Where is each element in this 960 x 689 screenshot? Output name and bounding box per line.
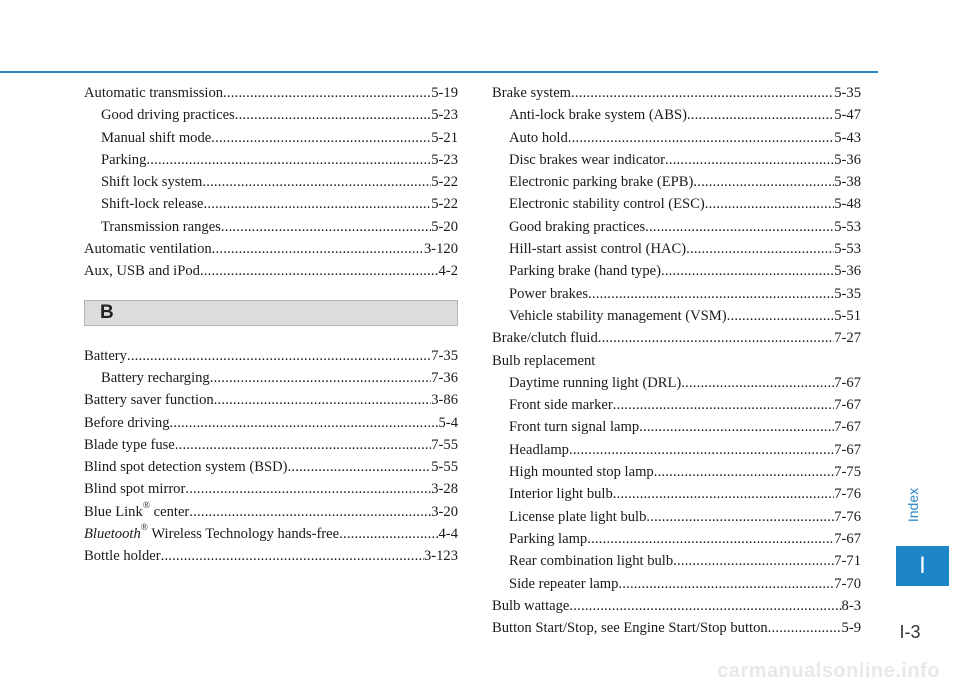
index-entry — [492, 483, 861, 505]
index-entry — [84, 171, 458, 193]
entry-page: 7-55 — [431, 436, 458, 453]
leader-dots — [221, 216, 431, 238]
leader-dots — [618, 573, 834, 595]
leader-dots — [665, 149, 834, 171]
side-section-label: Index — [905, 487, 921, 523]
index-column-left — [84, 82, 458, 568]
index-entry — [492, 260, 861, 282]
leader-dots — [588, 283, 834, 305]
entry-term: High mounted stop lamp — [509, 464, 654, 481]
entry-page: 7-75 — [834, 464, 861, 481]
entry-term: Bulb replacement — [492, 352, 596, 369]
leader-dots — [727, 305, 835, 327]
entry-term: Parking lamp — [509, 530, 588, 547]
entry-term: Before driving — [84, 414, 170, 431]
entry-page: 3-86 — [431, 392, 458, 409]
entry-term: Front turn signal lamp — [509, 419, 640, 436]
index-entry — [84, 260, 458, 282]
index-entry — [492, 595, 861, 617]
index-entry — [84, 216, 458, 238]
entry-term: Shift-lock release — [101, 196, 204, 213]
leader-dots — [339, 523, 438, 545]
section-letter: B — [100, 301, 114, 323]
entry-term: Electronic parking brake (EPB) — [509, 174, 694, 191]
index-entry — [492, 506, 861, 528]
index-entry-bluetooth — [84, 523, 458, 545]
entry-page: 5-23 — [431, 107, 458, 124]
index-entry — [84, 345, 458, 367]
leader-dots — [587, 528, 834, 550]
entry-term: Front side marker — [509, 397, 613, 414]
leader-dots — [202, 171, 431, 193]
entry-page: 7-67 — [834, 397, 861, 414]
entry-term: Auto hold — [509, 129, 568, 146]
leader-dots — [211, 127, 431, 149]
entry-page: 4-2 — [438, 263, 458, 280]
index-group-a — [84, 82, 458, 283]
leader-dots — [686, 238, 834, 260]
index-entry — [84, 412, 458, 434]
entry-term: Transmission ranges — [101, 218, 221, 235]
entry-term: Blue Link — [84, 503, 143, 520]
entry-page: 5-36 — [834, 151, 861, 168]
leader-dots — [288, 456, 432, 478]
entry-page: 5-4 — [438, 414, 458, 431]
index-entry — [492, 127, 861, 149]
entry-term: Hill-start assist control (HAC) — [509, 241, 687, 258]
entry-term: Manual shift mode — [101, 129, 212, 146]
entry-page: 5-43 — [834, 129, 861, 146]
entry-page: 5-22 — [431, 174, 458, 191]
side-tab — [896, 546, 949, 586]
index-entry — [492, 550, 861, 572]
leader-dots — [146, 149, 431, 171]
index-entry — [492, 216, 861, 238]
entry-page: 5-53 — [834, 241, 861, 258]
header-rule — [0, 71, 878, 73]
entry-term: Bottle holder — [84, 548, 161, 565]
entry-term: Automatic ventilation — [84, 241, 212, 258]
entry-page: 3-20 — [431, 503, 458, 520]
leader-dots — [673, 550, 834, 572]
leader-dots — [569, 595, 841, 617]
entry-term: Bluetooth — [84, 526, 141, 543]
leader-dots — [568, 127, 834, 149]
leader-dots — [661, 260, 834, 282]
entry-page: 5-38 — [834, 174, 861, 191]
entry-page: 5-35 — [834, 85, 861, 101]
entry-term: Blind spot mirror — [84, 481, 186, 498]
entry-term: Aux, USB and iPod — [84, 263, 200, 280]
index-entry — [492, 394, 861, 416]
entry-page: 7-36 — [431, 369, 458, 386]
entry-page: 8-3 — [841, 597, 861, 614]
index-entry — [84, 82, 458, 104]
entry-term: Anti-lock brake system (ABS) — [509, 107, 687, 124]
index-entry — [84, 127, 458, 149]
index-entry — [84, 367, 458, 389]
index-entry — [492, 238, 861, 260]
index-entry — [492, 617, 861, 639]
index-entry — [492, 193, 861, 215]
entry-term: Interior light bulb — [509, 486, 613, 503]
leader-dots — [170, 412, 439, 434]
leader-dots — [175, 434, 431, 456]
leader-dots — [613, 394, 834, 416]
index-entry — [492, 82, 861, 104]
entry-page: 7-67 — [834, 530, 861, 547]
leader-dots — [646, 506, 834, 528]
leader-dots — [210, 367, 432, 389]
leader-dots — [127, 345, 431, 367]
entry-page: 7-71 — [834, 553, 861, 570]
entry-page: 5-9 — [841, 620, 861, 637]
leader-dots — [639, 416, 834, 438]
leader-dots — [161, 545, 424, 567]
leader-dots — [214, 389, 432, 411]
index-entry — [492, 283, 861, 305]
index-entry — [492, 327, 861, 349]
leader-dots — [693, 171, 834, 193]
entry-page: 5-36 — [834, 263, 861, 280]
entry-term: Rear combination light bulb — [509, 553, 674, 570]
entry-term: Parking — [101, 151, 147, 168]
entry-term: Power brakes — [509, 285, 589, 302]
index-entry — [84, 434, 458, 456]
entry-term: License plate light bulb — [509, 508, 647, 525]
leader-dots — [204, 193, 432, 215]
entry-term: Good driving practices — [101, 107, 235, 124]
index-entry — [84, 149, 458, 171]
leader-dots — [613, 483, 834, 505]
index-group-brakes — [492, 82, 861, 350]
entry-page: 3-120 — [423, 241, 458, 258]
index-entry — [492, 573, 861, 595]
index-entry — [492, 305, 861, 327]
entry-term: Blind spot detection system (BSD) — [84, 459, 288, 476]
index-entry — [492, 372, 861, 394]
entry-page: 5-53 — [834, 218, 861, 235]
index-entry — [492, 528, 861, 550]
leader-dots — [598, 327, 834, 349]
entry-term: Battery saver function — [84, 392, 214, 409]
index-entry-bulb-replacement — [492, 350, 861, 372]
page-number: I-3 — [899, 622, 921, 642]
index-entry — [492, 104, 861, 126]
entry-term: Good braking practices — [509, 218, 646, 235]
entry-term-rest: Wireless Technology hands-free — [147, 526, 340, 543]
entry-term: Disc brakes wear indicator — [509, 151, 666, 168]
leader-dots — [189, 501, 431, 523]
entry-term: Headlamp — [509, 441, 569, 458]
index-group-bulbs — [492, 372, 861, 640]
entry-page: 7-76 — [834, 508, 861, 525]
leader-dots — [571, 82, 834, 104]
index-group-b — [84, 345, 458, 501]
index-entry-blue-link — [84, 501, 458, 523]
entry-term: Parking brake (hand type) — [509, 263, 661, 280]
entry-term: Automatic transmission — [84, 85, 224, 101]
entry-page: 7-27 — [834, 330, 861, 347]
entry-term: Brake/clutch fluid — [492, 330, 598, 347]
entry-page: 5-22 — [431, 196, 458, 213]
index-entry — [84, 478, 458, 500]
entry-page: 7-67 — [834, 374, 861, 391]
entry-page: 7-76 — [834, 486, 861, 503]
index-entry — [84, 193, 458, 215]
leader-dots — [235, 104, 431, 126]
entry-page: 5-47 — [834, 107, 861, 124]
section-header-b — [84, 300, 458, 326]
index-entry — [84, 238, 458, 260]
index-entry-bottle-holder — [84, 545, 458, 567]
index-entry — [492, 461, 861, 483]
entry-term: Button Start/Stop, see Engine Start/Stop button — [492, 620, 768, 637]
index-entry — [84, 389, 458, 411]
entry-term: Daytime running light (DRL) — [509, 374, 682, 391]
index-entry — [492, 439, 861, 461]
entry-term: Vehicle stability management (VSM) — [509, 307, 727, 324]
entry-term: Bulb wattage — [492, 597, 570, 614]
leader-dots — [569, 439, 834, 461]
entry-page: 7-35 — [431, 347, 458, 364]
entry-page: 5-19 — [431, 85, 458, 101]
entry-page: 7-67 — [834, 441, 861, 458]
index-column-right — [492, 82, 861, 639]
entry-page: 7-70 — [834, 575, 861, 592]
entry-term-rest: center — [150, 503, 190, 520]
entry-term: Electronic stability control (ESC) — [509, 196, 705, 213]
leader-dots — [768, 617, 842, 639]
entry-page: 5-51 — [834, 307, 861, 324]
entry-page: 5-55 — [431, 459, 458, 476]
leader-dots — [223, 82, 431, 104]
index-entry — [84, 104, 458, 126]
entry-page: 5-23 — [431, 151, 458, 168]
entry-page: 5-20 — [431, 218, 458, 235]
entry-term: Battery recharging — [101, 369, 210, 386]
index-entry — [84, 456, 458, 478]
entry-page: 5-48 — [834, 196, 861, 213]
leader-dots — [654, 461, 835, 483]
entry-page: 4-4 — [438, 526, 458, 543]
entry-term: Shift lock system — [101, 174, 203, 191]
entry-term: Brake system — [492, 85, 572, 101]
index-entry — [492, 149, 861, 171]
leader-dots — [200, 260, 439, 282]
registered-mark: ® — [140, 523, 148, 534]
leader-dots — [212, 238, 424, 260]
index-entry — [492, 416, 861, 438]
side-tab-letter: I — [919, 552, 926, 579]
watermark: carmanualsonline.info — [717, 660, 940, 682]
entry-term: Blade type fuse — [84, 436, 175, 453]
entry-page: 5-35 — [834, 285, 861, 302]
entry-page: 3-123 — [423, 548, 458, 565]
entry-term: Battery — [84, 347, 127, 364]
entry-page: 5-21 — [431, 129, 458, 146]
leader-dots — [681, 372, 834, 394]
index-entry — [492, 171, 861, 193]
leader-dots — [705, 193, 834, 215]
entry-page: 3-28 — [431, 481, 458, 498]
entry-term: Side repeater lamp — [509, 575, 619, 592]
leader-dots — [645, 216, 834, 238]
leader-dots — [185, 478, 431, 500]
entry-page: 7-67 — [834, 419, 861, 436]
leader-dots — [687, 104, 834, 126]
registered-mark: ® — [142, 500, 150, 511]
